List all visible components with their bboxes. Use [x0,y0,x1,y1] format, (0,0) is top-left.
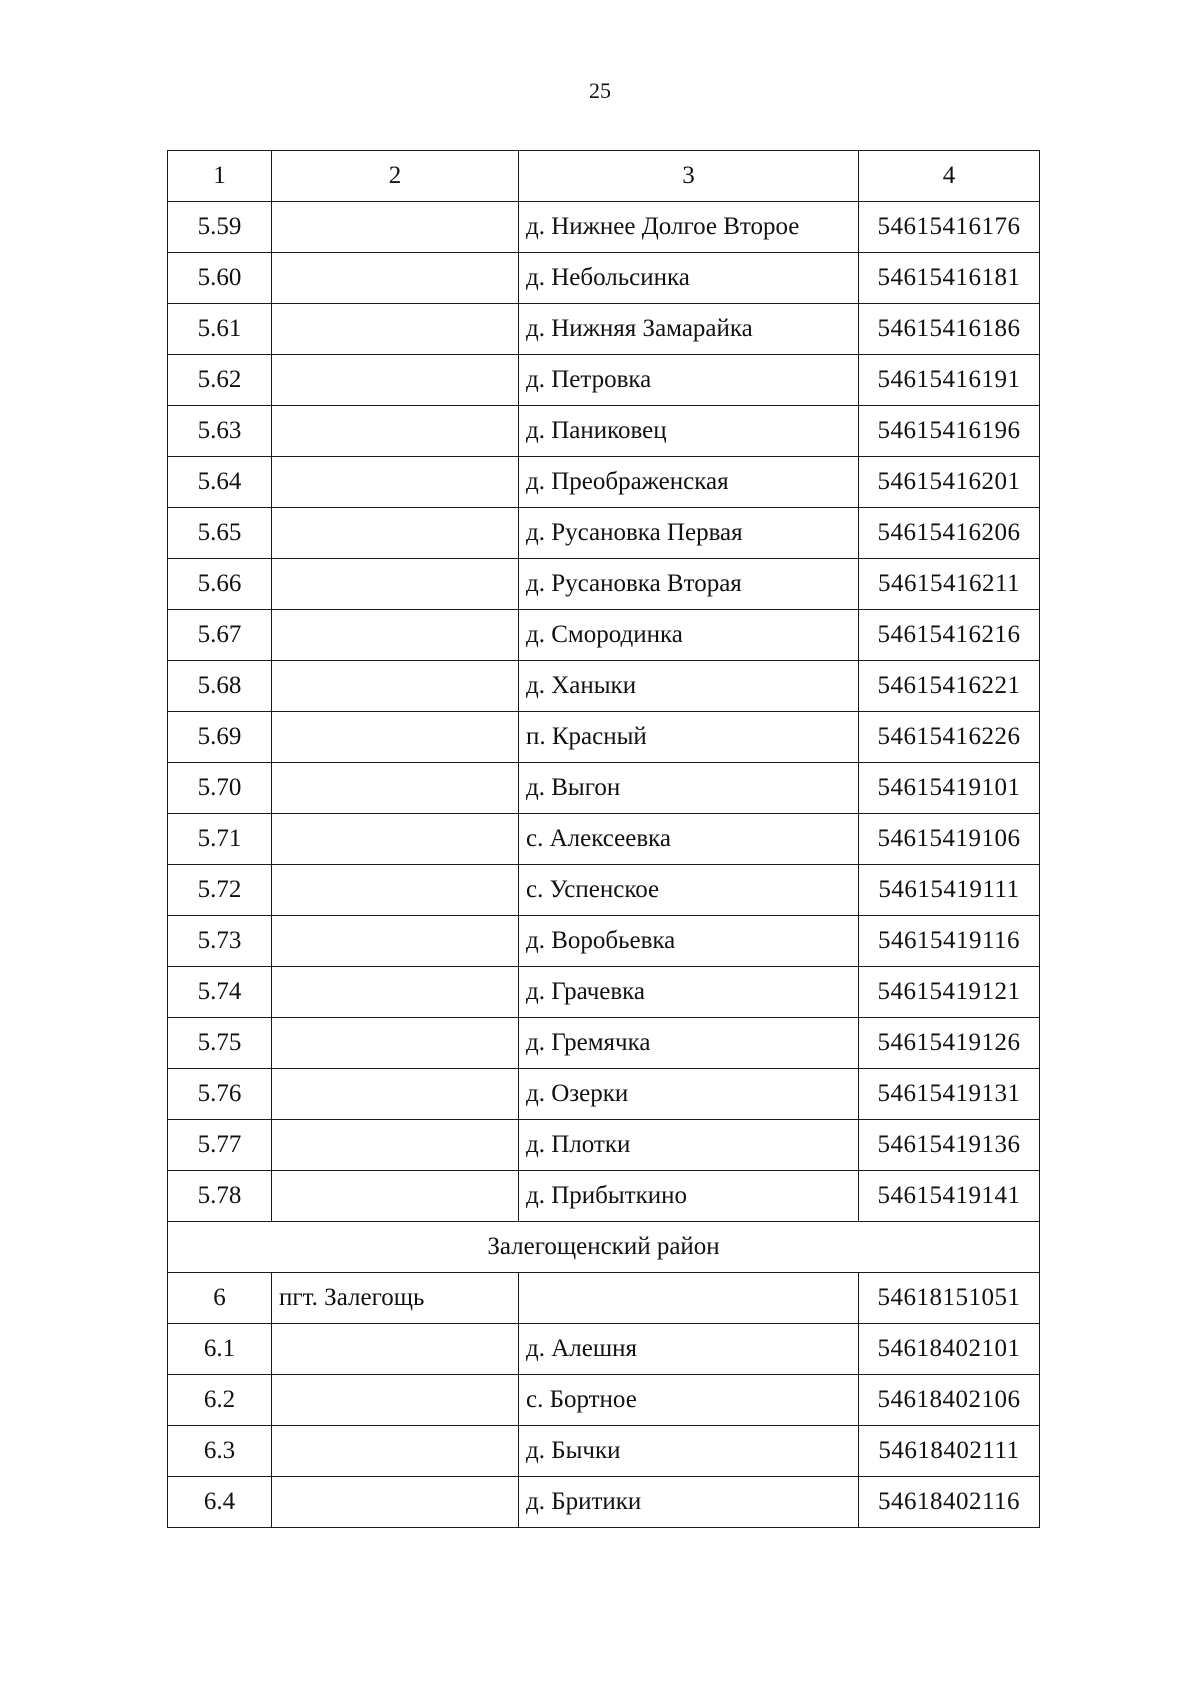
locality-cell: д. Нижняя Замарайка [519,304,859,355]
oktmo-code-cell: 54615416181 [859,253,1040,304]
row-number-cell: 6.2 [168,1375,272,1426]
municipality-cell [272,1375,519,1426]
locality-cell: д. Петровка [519,355,859,406]
row-number-cell: 5.59 [168,202,272,253]
locality-cell: д. Воробьевка [519,916,859,967]
row-number-cell: 5.76 [168,1069,272,1120]
row-number-cell: 5.64 [168,457,272,508]
table-row [168,763,1040,814]
municipality-cell [272,1120,519,1171]
municipality-cell [272,406,519,457]
row-number-cell: 5.71 [168,814,272,865]
municipality-cell [272,814,519,865]
locality-cell: д. Гремячка [519,1018,859,1069]
locality-cell: д. Смородинка [519,610,859,661]
table-row [168,1171,1040,1222]
table-row [168,1273,1040,1324]
row-number-cell: 5.72 [168,865,272,916]
table-row [168,1477,1040,1528]
locality-cell: д. Прибыткино [519,1171,859,1222]
oktmo-code-cell: 54615416216 [859,610,1040,661]
municipality-cell [272,610,519,661]
municipality-cell [272,457,519,508]
table-row [168,865,1040,916]
table-row [168,916,1040,967]
municipality-cell [272,1324,519,1375]
district-title: Залегощенский район [168,1222,1040,1273]
table-row [168,355,1040,406]
row-number-cell: 5.75 [168,1018,272,1069]
district-section-row [168,1222,1040,1273]
municipality-cell [272,508,519,559]
oktmo-code-cell: 54615419101 [859,763,1040,814]
table-row [168,967,1040,1018]
table-row [168,1324,1040,1375]
table-row [168,1426,1040,1477]
table-row [168,304,1040,355]
municipality-cell [272,763,519,814]
locality-cell: д. Алешня [519,1324,859,1375]
table-row [168,1375,1040,1426]
locality-cell: д. Небольсинка [519,253,859,304]
table-row [168,457,1040,508]
municipality-cell [272,1171,519,1222]
table-row [168,1069,1040,1120]
municipality-cell [272,355,519,406]
table-row [168,1120,1040,1171]
municipality-cell [272,967,519,1018]
municipality-cell: пгт. Залегощь [272,1273,519,1324]
table-row [168,661,1040,712]
locality-cell: д. Русановка Вторая [519,559,859,610]
locality-cell: с. Успенское [519,865,859,916]
oktmo-code-cell: 54615416176 [859,202,1040,253]
oktmo-code-cell: 54618402106 [859,1375,1040,1426]
oktmo-code-cell: 54618402111 [859,1426,1040,1477]
table-row [168,610,1040,661]
column-header-3: 3 [519,151,859,202]
oktmo-code-cell: 54615416226 [859,712,1040,763]
table-row [168,814,1040,865]
locality-cell: д. Нижнее Долгое Второе [519,202,859,253]
table-row [168,508,1040,559]
settlements-table-body [168,151,1040,1528]
locality-cell: д. Паниковец [519,406,859,457]
municipality-cell [272,1069,519,1120]
table-row [168,1018,1040,1069]
row-number-cell: 5.70 [168,763,272,814]
oktmo-code-cell: 54615419131 [859,1069,1040,1120]
column-header-4: 4 [859,151,1040,202]
locality-cell: д. Русановка Первая [519,508,859,559]
row-number-cell: 6 [168,1273,272,1324]
locality-cell: д. Озерки [519,1069,859,1120]
municipality-cell [272,916,519,967]
row-number-cell: 5.67 [168,610,272,661]
row-number-cell: 6.1 [168,1324,272,1375]
municipality-cell [272,1018,519,1069]
row-number-cell: 5.74 [168,967,272,1018]
locality-cell: с. Бортное [519,1375,859,1426]
row-number-cell: 5.69 [168,712,272,763]
oktmo-code-cell: 54615416211 [859,559,1040,610]
locality-cell: д. Грачевка [519,967,859,1018]
table-header-row [168,151,1040,202]
oktmo-code-cell: 54615419141 [859,1171,1040,1222]
municipality-cell [272,661,519,712]
row-number-cell: 5.77 [168,1120,272,1171]
oktmo-code-cell: 54618402116 [859,1477,1040,1528]
municipality-cell [272,253,519,304]
row-number-cell: 5.66 [168,559,272,610]
oktmo-code-cell: 54615419111 [859,865,1040,916]
locality-cell: п. Красный [519,712,859,763]
row-number-cell: 5.73 [168,916,272,967]
table-row [168,253,1040,304]
row-number-cell: 5.60 [168,253,272,304]
row-number-cell: 5.63 [168,406,272,457]
oktmo-code-cell: 54615416191 [859,355,1040,406]
oktmo-code-cell: 54618402101 [859,1324,1040,1375]
oktmo-code-cell: 54615416206 [859,508,1040,559]
municipality-cell [272,304,519,355]
oktmo-code-cell: 54615419121 [859,967,1040,1018]
row-number-cell: 6.4 [168,1477,272,1528]
page-number: 25 [589,78,611,103]
oktmo-code-cell: 54618151051 [859,1273,1040,1324]
locality-cell: д. Бычки [519,1426,859,1477]
municipality-cell [272,1426,519,1477]
table-row [168,559,1040,610]
oktmo-code-cell: 54615419126 [859,1018,1040,1069]
oktmo-code-cell: 54615419106 [859,814,1040,865]
table-row [168,406,1040,457]
locality-cell: д. Бритики [519,1477,859,1528]
locality-cell: д. Ханыки [519,661,859,712]
table-row [168,202,1040,253]
locality-cell [519,1273,859,1324]
oktmo-code-cell: 54615416196 [859,406,1040,457]
table-row [168,712,1040,763]
settlements-table [167,150,1040,1528]
oktmo-code-cell: 54615419116 [859,916,1040,967]
row-number-cell: 5.78 [168,1171,272,1222]
column-header-1: 1 [168,151,272,202]
oktmo-code-cell: 54615419136 [859,1120,1040,1171]
column-header-2: 2 [272,151,519,202]
oktmo-code-cell: 54615416201 [859,457,1040,508]
row-number-cell: 5.62 [168,355,272,406]
municipality-cell [272,202,519,253]
oktmo-code-cell: 54615416221 [859,661,1040,712]
municipality-cell [272,865,519,916]
locality-cell: с. Алексеевка [519,814,859,865]
locality-cell: д. Преображенская [519,457,859,508]
row-number-cell: 5.68 [168,661,272,712]
row-number-cell: 5.61 [168,304,272,355]
row-number-cell: 5.65 [168,508,272,559]
oktmo-code-cell: 54615416186 [859,304,1040,355]
municipality-cell [272,1477,519,1528]
row-number-cell: 6.3 [168,1426,272,1477]
locality-cell: д. Плотки [519,1120,859,1171]
locality-cell: д. Выгон [519,763,859,814]
municipality-cell [272,559,519,610]
municipality-cell [272,712,519,763]
